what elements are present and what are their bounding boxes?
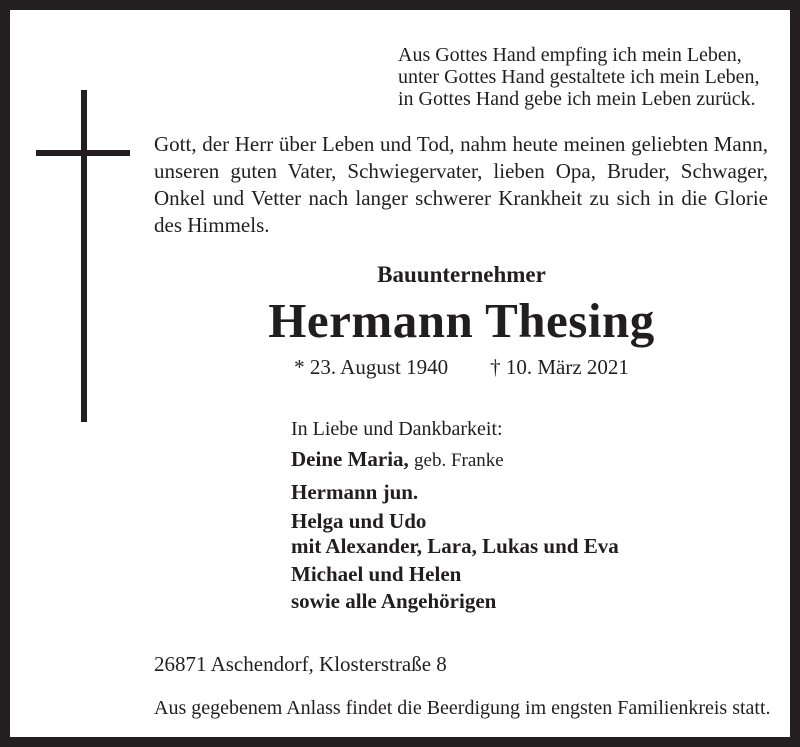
epigraph-line: in Gottes Hand gebe ich mein Leben zurück. <box>398 88 756 110</box>
mourner-note: geb. Franke <box>414 450 504 471</box>
deceased-name: Hermann Thesing <box>268 293 655 348</box>
mourner-row <box>291 447 619 473</box>
address-line: 26871 Aschendorf, Klosterstraße 8 <box>154 652 447 676</box>
mourner-row <box>291 534 619 558</box>
birth-date: * 23. August 1940 <box>294 355 449 379</box>
mourner-row <box>291 562 619 586</box>
cross-horizontal-bar <box>36 150 130 156</box>
mourner-name: sowie alle Angehörigen <box>291 589 497 613</box>
death-date: † 10. März 2021 <box>490 355 629 379</box>
epigraph-line: Aus Gottes Hand empfing ich mein Leben, <box>398 44 742 66</box>
mourner-name: Helga und Udo <box>291 509 427 533</box>
mourner-name: Deine Maria, <box>291 447 409 471</box>
intro-paragraph: Gott, der Herr über Leben und Tod, nahm heute meinen geliebten Mann, unseren guten Vater, Schwiegervater, lieben Opa, Bruder, Schwager, Onkel und Vetter nach langer schwerer Krankheit zu sich in die Glorie des Himmels. <box>154 132 768 237</box>
mourner-row <box>291 589 619 613</box>
epigraph <box>398 44 760 110</box>
profession-title: Bauunternehmer <box>377 262 546 287</box>
mourners-list <box>291 417 619 613</box>
mourner-row <box>291 509 619 533</box>
epigraph-line: unter Gottes Hand gestaltete ich mein Leben, <box>398 66 760 88</box>
life-dates <box>155 355 768 379</box>
mourner-name: mit Alexander, Lara, Lukas und Eva <box>291 534 619 558</box>
mourning-intro: In Liebe und Dankbarkeit: <box>291 418 503 440</box>
mourner-name: Michael und Helen <box>291 562 462 586</box>
funeral-notice-line: Aus gegebenem Anlass findet die Beerdigung im engsten Familienkreis statt. <box>154 697 771 719</box>
deceased-header <box>155 262 768 379</box>
mourner-name: Hermann jun. <box>291 480 419 504</box>
cross-vertical-bar <box>81 90 87 422</box>
mourner-row <box>291 480 619 504</box>
